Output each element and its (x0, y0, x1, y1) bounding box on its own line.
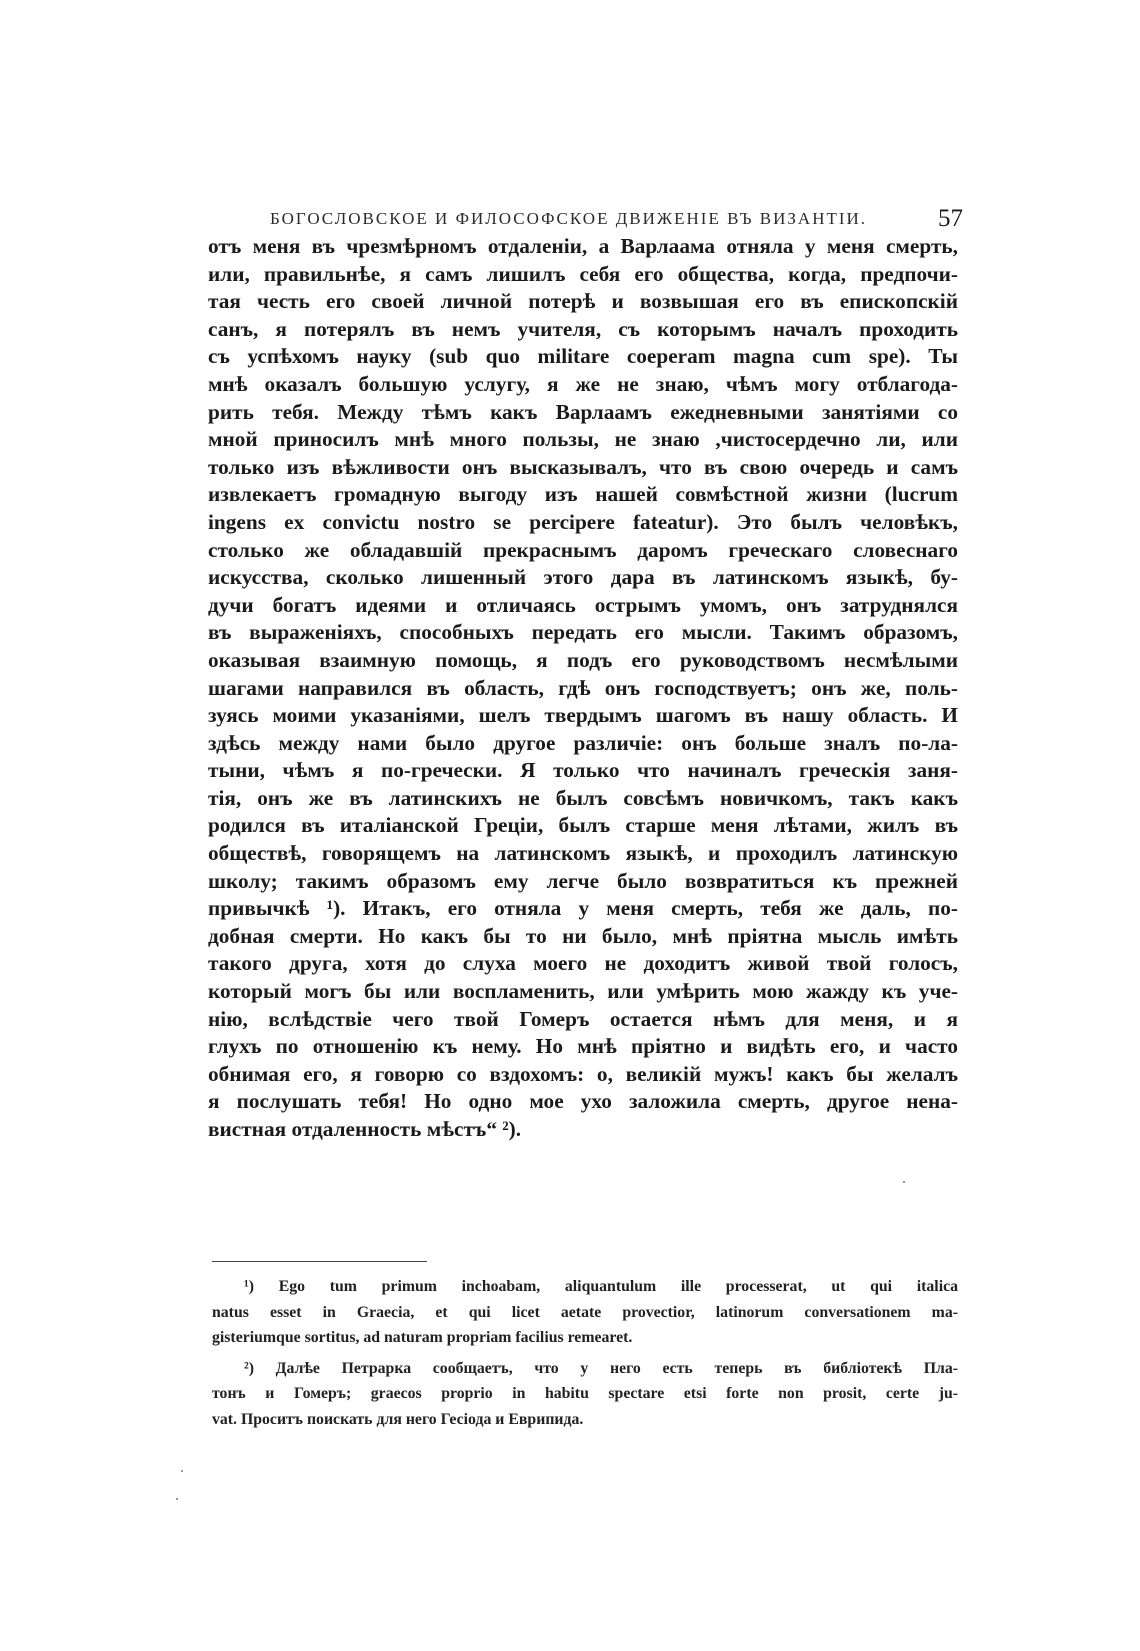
body-line: мнѣ оказалъ большую услугу, я же не знаю, чѣмъ могу отблагода- (208, 371, 958, 396)
body-line: или, правильнѣе, я самъ лишилъ себя его общества, когда, предпочи- (208, 261, 958, 286)
body-line: съ успѣхомъ науку (sub quo militare coeperam magna cum spe). Ты (208, 344, 958, 369)
page-number: 57 (938, 205, 963, 232)
body-text (208, 233, 958, 1144)
footnote-rule (212, 1261, 427, 1262)
paper-speck (903, 1181, 905, 1183)
body-line: тыни, чѣмъ я по-гречески. Я только что начиналъ греческія заня- (208, 758, 958, 783)
running-head (270, 205, 963, 235)
body-line: вистная отдаленность мѣстъ“ ²). (208, 1117, 522, 1141)
body-line: такого друга, хотя до слуха моего не доходитъ живой твой голосъ, (208, 951, 958, 976)
body-line: рить тебя. Между тѣмъ какъ Варлаамъ ежедневными занятіями со (208, 399, 958, 424)
body-line: здѣсь между нами было другое различіе: онъ больше зналъ по-ла- (208, 730, 958, 755)
footnotes (212, 1274, 958, 1432)
body-line: который могъ бы или воспламенить, или умѣрить мою жажду къ уче- (208, 979, 958, 1004)
body-line: шагами направился въ область, гдѣ онъ господствуетъ; онъ же, поль- (208, 675, 958, 700)
body-line: извлекаетъ громадную выгоду изъ нашей совмѣстной жизни (lucrum (208, 482, 958, 507)
body-line: привычкѣ ¹). Итакъ, его отняла у меня смерть, тебя же даль, по- (208, 896, 958, 921)
body-line: искусства, сколько лишенный этого дара въ латинскомъ языкѣ, бу- (208, 565, 958, 590)
body-line: нію, вслѣдствіе чего твой Гомеръ остается нѣмъ для меня, и я (208, 1006, 958, 1031)
body-line: санъ, я потерялъ въ немъ учителя, съ которымъ началъ проходить (208, 316, 958, 341)
body-line: отъ меня въ чрезмѣрномъ отдаленіи, а Варлаама отняла у меня смерть, (208, 234, 958, 258)
body-line: столько же обладавшій прекраснымъ даромъ греческаго словеснаго (208, 537, 958, 562)
footnote-line: gisteriumque sortitus, ad naturam propriam facilius remearet. (212, 1329, 633, 1346)
footnote-line: natus esset in Graecia, et qui licet aetate provectior, latinorum conversationem ma- (212, 1303, 958, 1321)
body-line: добная смерти. Но какъ бы то ни было, мнѣ пріятна мысль имѣть (208, 923, 958, 948)
body-line: обнимая его, я говорю со вздохомъ: о, великій мужъ! какъ бы желалъ (208, 1061, 958, 1086)
footnote-line: vat. Проситъ поискать для него Гесіода и Еврипида. (212, 1410, 584, 1428)
body-line: родился въ италіанской Греціи, былъ старше меня лѣтами, жилъ въ (208, 813, 958, 838)
body-line: тія, онъ же въ латинскихъ не былъ совсѣмъ новичкомъ, такъ какъ (208, 785, 958, 810)
footnote-line: тонъ и Гомеръ; graecos proprio in habitu spectare etsi forte non prosit, certe ju- (212, 1385, 958, 1402)
body-line: тая честь его своей личной потерѣ и возвышая его въ епископскій (208, 289, 958, 314)
footnote-line: ²) Далѣе Петрарка сообщаетъ, что у него есть теперь въ библіотекѣ Пла- (244, 1359, 958, 1377)
paper-speck (181, 1470, 183, 1472)
paper-speck (176, 1498, 178, 1500)
body-line: глухъ по отношенію къ нему. Но мнѣ пріятно и видѣть его, и часто (208, 1034, 958, 1059)
running-title: БОГОСЛОВСКОЕ И ФИЛОСОФСКОЕ ДВИЖЕНІЕ ВЪ ВИЗАНТІИ. (270, 209, 868, 228)
body-line: дучи богатъ идеями и отличаясь острымъ умомъ, онъ затруднялся (208, 592, 958, 617)
footnote-2 (212, 1356, 958, 1433)
body-line: зуясь моими указаніями, шелъ твердымъ шагомъ въ нашу область. И (208, 703, 958, 728)
footnote-line: ¹) Ego tum primum inchoabam, aliquantulum ille processerat, ut qui italica (244, 1278, 958, 1295)
body-line: только изъ вѣжливости онъ высказывалъ, что въ свою очередь и самъ (208, 454, 958, 479)
body-line: мной приносилъ мнѣ много пользы, не знаю ,чистосердечно ли, или (208, 427, 958, 452)
footnote-1 (212, 1274, 958, 1351)
body-line: ingens ex convictu nostro se percipere fateatur). Это былъ человѣкъ, (208, 509, 958, 534)
body-line: я послушать тебя! Но одно мое ухо заложила смерть, другое нена- (208, 1089, 958, 1114)
body-line: въ выраженіяхъ, способныхъ передать его мысли. Такимъ образомъ, (208, 620, 958, 645)
body-line: обществѣ, говорящемъ на латинскомъ языкѣ, и проходилъ латинскую (208, 841, 958, 866)
body-line: оказывая взаимную помощь, я подъ его руководствомъ несмѣлыми (208, 647, 958, 672)
body-line: школу; такимъ образомъ ему легче было возвратиться къ прежней (208, 868, 958, 893)
